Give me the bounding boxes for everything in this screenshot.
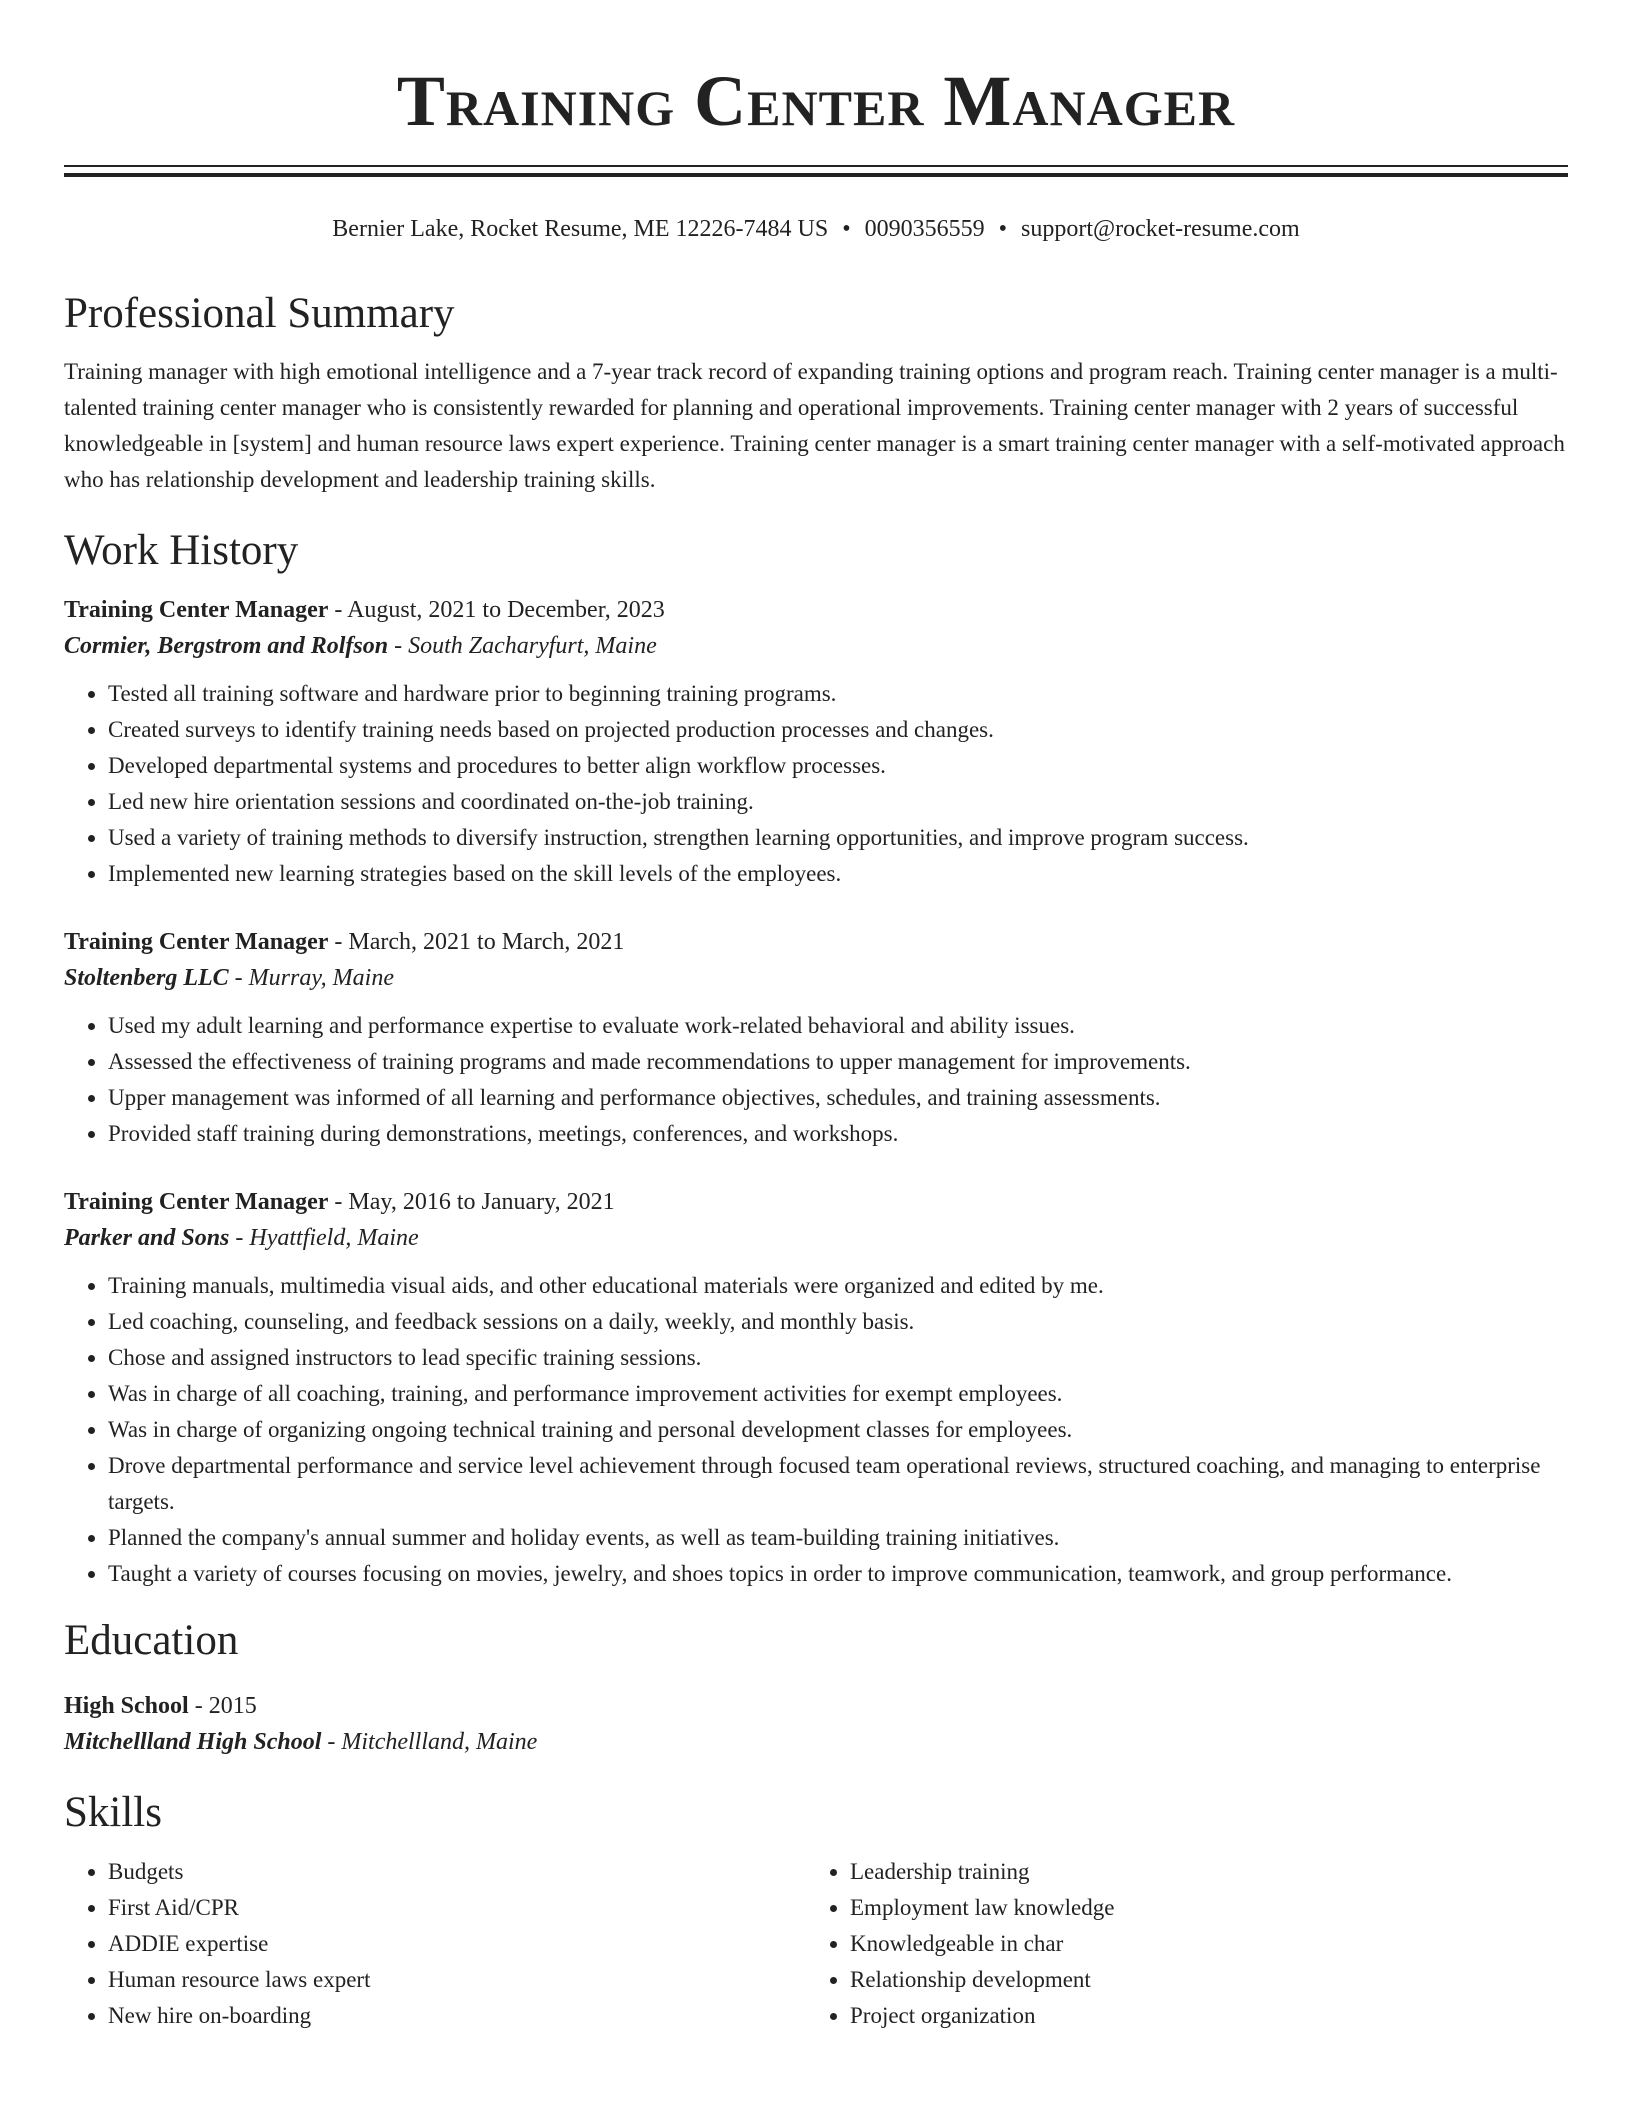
education-degree-line <box>64 1688 1568 1724</box>
job-duty: • Implemented new learning strategies based on the skill levels of the employees. <box>108 856 1568 892</box>
job-duty: • Provided staff training during demonstrations, meetings, conferences, and workshops. <box>108 1116 1568 1152</box>
job-duty: • Drove departmental performance and service level achievement through focused team operational reviews, structured coaching, and managing to enterprise targets. <box>108 1448 1568 1520</box>
education-school: Mitchellland High School <box>64 1729 322 1755</box>
job-dates: - August, 2021 to December, 2023 <box>328 597 665 623</box>
job-duty: • Used my adult learning and performance expertise to evaluate work-related behavioral and ability issues. <box>108 1008 1568 1044</box>
resume-title: Training Center Manager <box>396 61 1236 141</box>
job-duty: • Was in charge of all coaching, training, and performance improvement activities for exempt employees. <box>108 1376 1568 1412</box>
job-title-line <box>64 924 1568 960</box>
skill-item: • Budgets <box>108 1854 806 1890</box>
title-divider-thin <box>64 165 1568 167</box>
job-title-line <box>64 1184 1568 1220</box>
title-divider-thick <box>64 173 1568 177</box>
summary-text: Training manager with high emotional intelligence and a 7-year track record of expanding training options and program reach. Training center manager is a multi-talented training center manager who is consistently rewarded for planning and operational improvements. Training center manager with 2 years of successful knowledgeable in [system] and human resource laws expert experience. Training center manager is a smart training center manager with a self-motivated approach who has relationship development and leadership training skills. <box>64 359 1565 492</box>
job-duty: • Tested all training software and hardware prior to beginning training programs. <box>108 676 1568 712</box>
job-duty: • Used a variety of training methods to diversify instruction, strengthen learning opportunities, and improve program success. <box>108 820 1568 856</box>
contact-address: Bernier Lake, Rocket Resume, ME 12226-7484 US <box>332 216 829 242</box>
job-location: - South Zacharyfurt, Maine <box>388 633 657 659</box>
education-year: - 2015 <box>188 1693 257 1719</box>
work-history-heading: Work History <box>64 527 299 574</box>
contact-line <box>64 213 1568 245</box>
job-company-line <box>64 628 1568 664</box>
job-duty: • Upper management was informed of all learning and performance objectives, schedules, and training assessments. <box>108 1080 1568 1116</box>
skills-columns <box>64 1854 1568 2034</box>
summary-heading: Professional Summary <box>64 290 455 337</box>
skills-list-right <box>806 1854 1568 2034</box>
job-company: Parker and Sons <box>64 1225 230 1251</box>
job-duty: • Was in charge of organizing ongoing technical training and personal development classes for employees. <box>108 1412 1568 1448</box>
job-duties-list <box>64 1008 1568 1152</box>
job-duties-list <box>64 1268 1568 1592</box>
contact-separator: • <box>842 216 851 242</box>
skill-item: • ADDIE expertise <box>108 1926 806 1962</box>
skill-item: • Relationship development <box>850 1962 1568 1998</box>
contact-email[interactable]: support@rocket-resume.com <box>1021 216 1300 242</box>
job-company: Cormier, Bergstrom and Rolfson <box>64 633 389 659</box>
education-location: - Mitchellland, Maine <box>321 1729 538 1755</box>
job-duty: • Taught a variety of courses focusing on movies, jewelry, and shoes topics in order to improve communication, teamwork, and group performance. <box>108 1556 1568 1592</box>
job-company-line <box>64 960 1568 996</box>
job-location: - Murray, Maine <box>228 965 394 991</box>
education-degree: High School <box>64 1693 189 1719</box>
skill-item: • New hire on-boarding <box>108 1998 806 2034</box>
job-duty: • Planned the company's annual summer and holiday events, as well as team-building training initiatives. <box>108 1520 1568 1556</box>
job-entry <box>64 924 1568 1152</box>
skill-item: • Human resource laws expert <box>108 1962 806 1998</box>
job-title: Training Center Manager <box>64 929 329 955</box>
skill-item: • Project organization <box>850 1998 1568 2034</box>
job-duty: • Assessed the effectiveness of training programs and made recommendations to upper management for improvements. <box>108 1044 1568 1080</box>
job-location: - Hyattfield, Maine <box>229 1225 419 1251</box>
education-heading: Education <box>64 1617 239 1664</box>
job-dates: - May, 2016 to January, 2021 <box>328 1189 615 1215</box>
contact-separator: • <box>998 216 1008 242</box>
job-title-line <box>64 592 1568 628</box>
job-duty: • Developed departmental systems and procedures to better align workflow processes. <box>108 748 1568 784</box>
job-company-line <box>64 1220 1568 1256</box>
job-company: Stoltenberg LLC <box>64 965 229 991</box>
job-duty: • Led coaching, counseling, and feedback sessions on a daily, weekly, and monthly basis. <box>108 1304 1568 1340</box>
job-duty: • Led new hire orientation sessions and coordinated on-the-job training. <box>108 784 1568 820</box>
job-title: Training Center Manager <box>64 597 329 623</box>
job-entry <box>64 1184 1568 1592</box>
skills-list-left <box>64 1854 806 2034</box>
skill-item: • Employment law knowledge <box>850 1890 1568 1926</box>
job-dates: - March, 2021 to March, 2021 <box>328 929 625 955</box>
job-title: Training Center Manager <box>64 1189 329 1215</box>
job-duties-list <box>64 676 1568 892</box>
job-entry <box>64 592 1568 892</box>
job-duty: • Created surveys to identify training needs based on projected production processes and changes. <box>108 712 1568 748</box>
skill-item: • First Aid/CPR <box>108 1890 806 1926</box>
job-duty: • Chose and assigned instructors to lead specific training sessions. <box>108 1340 1568 1376</box>
contact-phone: 0090356559 <box>864 216 985 242</box>
skills-heading: Skills <box>64 1789 162 1836</box>
education-school-line <box>64 1724 1568 1760</box>
job-duty: • Training manuals, multimedia visual aids, and other educational materials were organized and edited by me. <box>108 1268 1568 1304</box>
skill-item: • Leadership training <box>850 1854 1568 1890</box>
skill-item: • Knowledgeable in char <box>850 1926 1568 1962</box>
education-entry <box>64 1688 1568 1760</box>
